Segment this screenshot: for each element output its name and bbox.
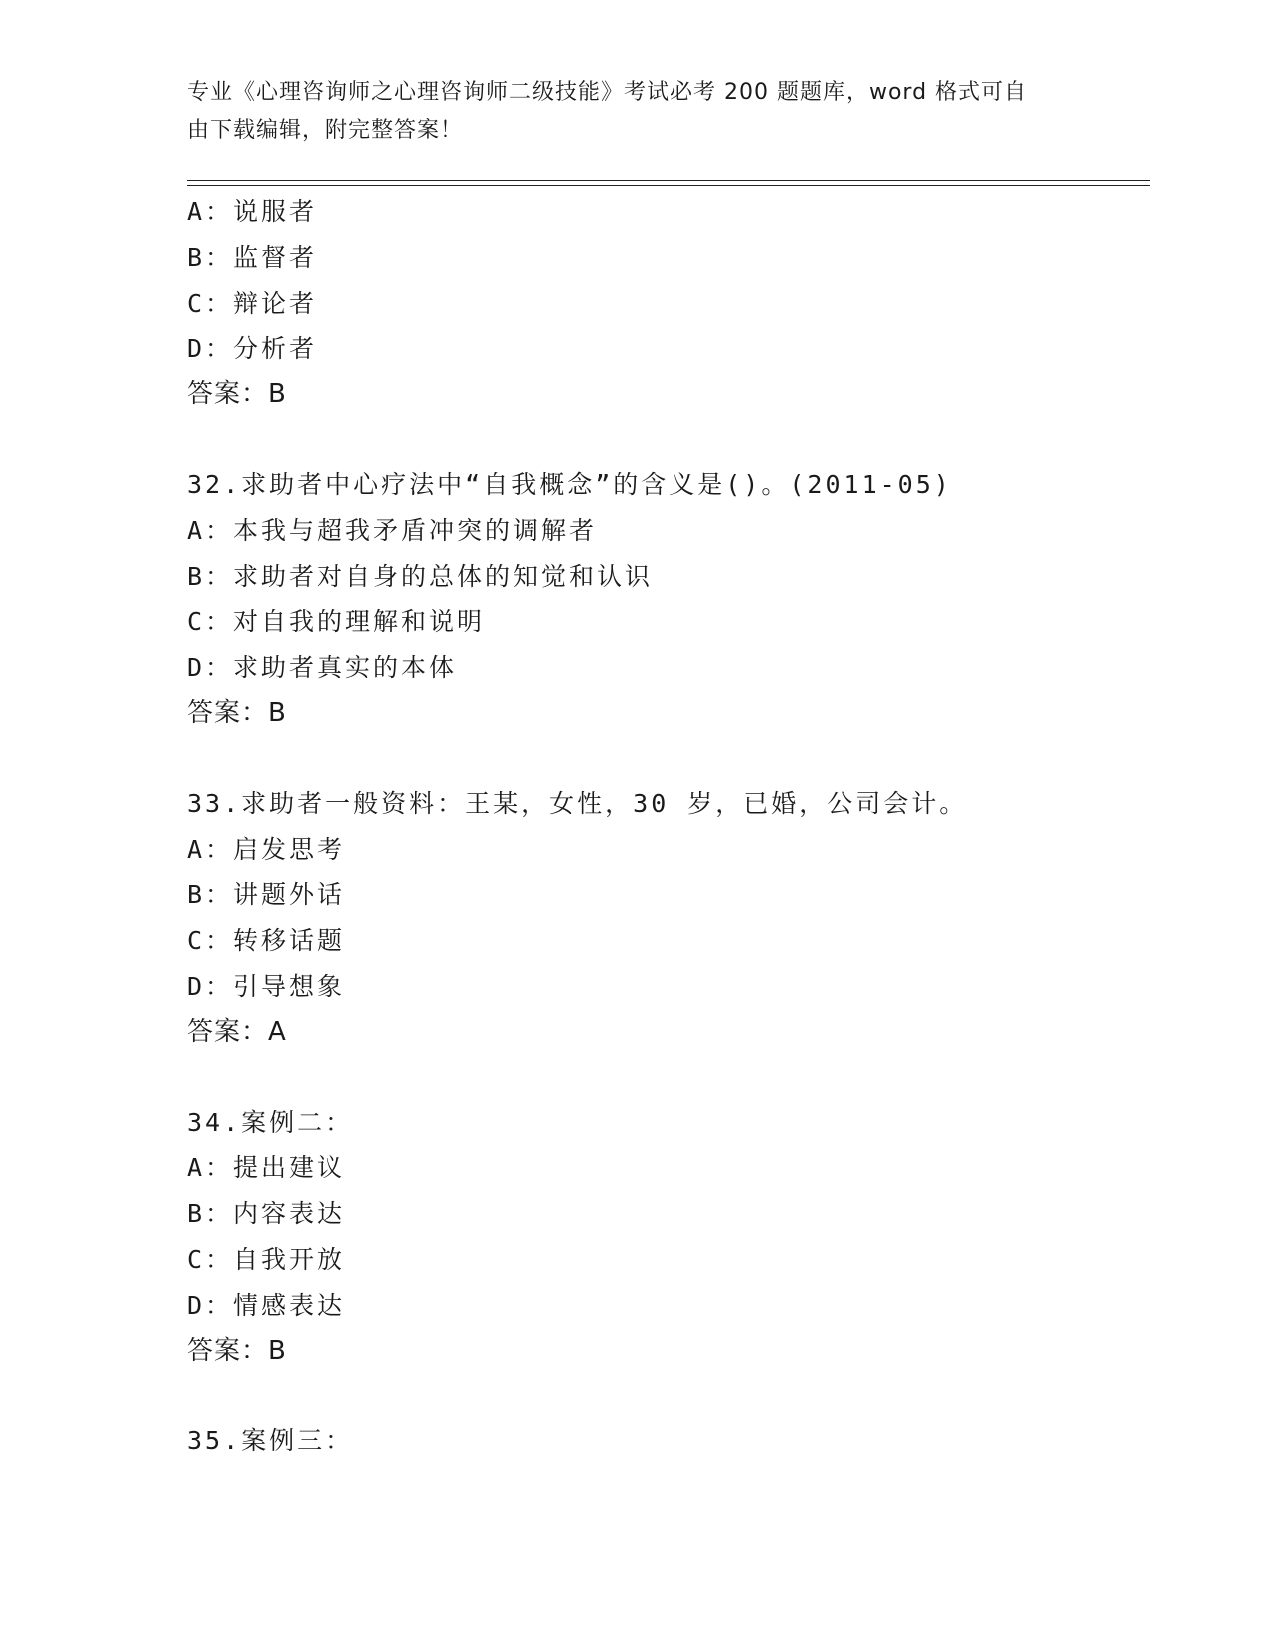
option-c: C：辩论者 [187, 288, 318, 318]
option-d: D：求助者真实的本体 [187, 653, 458, 683]
option-b: B：求助者对自身的总体的知觉和认识 [187, 561, 654, 591]
header-divider-bottom [187, 185, 1150, 186]
option-d: D：分析者 [187, 334, 318, 364]
option-a: A：说服者 [187, 197, 318, 226]
answer: 答案：B [187, 379, 287, 410]
question-stem: 35.案例三： [187, 1426, 354, 1456]
question-34 [187, 1100, 1147, 1375]
option-c: C：对自我的理解和说明 [187, 607, 486, 637]
question-list [187, 189, 1147, 1464]
document-header [187, 74, 1087, 150]
option-a: A：提出建议 [187, 1153, 346, 1183]
spacer [187, 737, 1147, 781]
option-c: C：转移话题 [187, 926, 346, 956]
question-stem: 32.求助者中心疗法中“自我概念”的含义是()。(2011-05) [187, 469, 952, 499]
spacer [187, 1056, 1147, 1100]
option-b: B：内容表达 [187, 1199, 346, 1229]
option-c: C：自我开放 [187, 1244, 346, 1274]
option-a: A：启发思考 [187, 834, 346, 864]
spacer [187, 1374, 1147, 1418]
option-b: B：监督者 [187, 242, 318, 272]
option-a: A：本我与超我矛盾冲突的调解者 [187, 515, 598, 545]
question-stem: 34.案例二： [187, 1107, 354, 1137]
header-line-2: 由下载编辑，附完整答案！ [187, 118, 464, 143]
option-d: D：引导想象 [187, 971, 346, 1001]
header-line-1: 专业《心理咨询师之心理咨询师二级技能》考试必考 200 题题库，word 格式可自 [187, 80, 1028, 105]
question-32 [187, 462, 1147, 737]
option-b: B：讲题外话 [187, 880, 346, 910]
question-35 [187, 1418, 1147, 1464]
spacer [187, 418, 1147, 462]
option-d: D：情感表达 [187, 1290, 346, 1320]
question-33 [187, 781, 1147, 1056]
answer: 答案：B [187, 1335, 287, 1366]
answer: 答案：A [187, 1016, 287, 1047]
question-stem: 33.求助者一般资料：王某，女性，30 岁，已婚，公司会计。 [187, 788, 968, 818]
answer: 答案：B [187, 697, 287, 728]
question-31 [187, 189, 1147, 418]
header-divider-top [187, 180, 1150, 181]
